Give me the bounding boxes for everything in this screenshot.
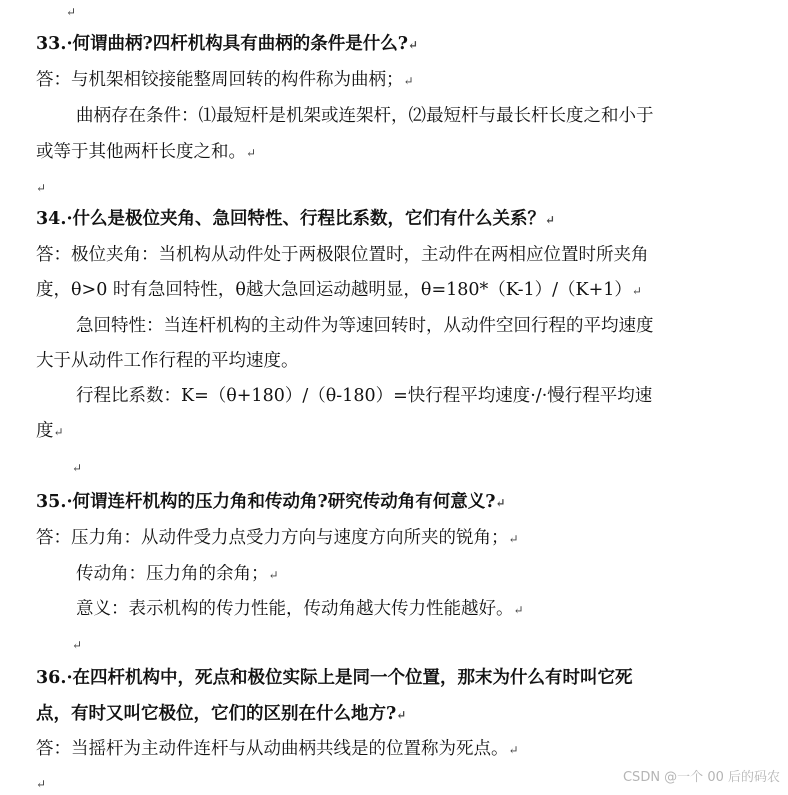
paragraph-mark-icon: ↵: [403, 74, 414, 88]
answer-line: 大于从动件工作行程的平均速度。: [36, 351, 299, 371]
answer-line: 曲柄存在条件：⑴最短杆是机架或连架杆，⑵最短杆与最长杆长度之和小于: [76, 106, 654, 126]
paragraph-mark-icon: ↵: [72, 638, 83, 652]
answer-line: 或等于其他两杆长度之和。↵: [36, 142, 257, 162]
answer-line: 行程比系数：K=（θ+180）/（θ-180）=快行程平均速度·/·慢行程平均速: [76, 386, 653, 406]
paragraph-mark-icon: ↵: [66, 5, 77, 19]
paragraph-mark-icon: ↵: [495, 496, 506, 510]
csdn-watermark: CSDN @一个 00 后的码农: [622, 770, 780, 785]
answer-line: 度↵: [36, 421, 64, 441]
question-34: 34.·什么是极位夹角、急回特性、行程比系数，它们有什么关系？↵: [36, 209, 556, 229]
paragraph-mark-icon: ↵: [545, 213, 556, 227]
paragraph-mark-icon: ↵: [53, 425, 64, 439]
answer-line: 答：当摇杆为主动件连杆与从动曲柄共线是的位置称为死点。↵: [36, 739, 519, 759]
answer-line: 度，θ>0 时有急回特性，θ越大急回运动越明显，θ=180*（K-1）/（K+1）↵: [36, 280, 642, 300]
paragraph-mark-icon: ↵: [631, 284, 642, 298]
paragraph-mark-icon: ↵: [36, 777, 47, 791]
blank-line: [66, 0, 76, 23]
answer-line: 答：极位夹角：当机构从动件处于两极限位置时，主动件在两相应位置时所夹角: [36, 245, 649, 265]
paragraph-mark-icon: ↵: [36, 181, 47, 195]
paragraph-mark-icon: ↵: [513, 603, 524, 617]
paragraph-mark-icon: ↵: [396, 708, 407, 722]
answer-line: 意义：表示机构的传力性能，传动角越大传力性能越好。↵: [76, 599, 524, 619]
question-36-continued: 点，有时又叫它极位，它们的区别在什么地方?↵: [36, 704, 407, 724]
blank-line: [72, 456, 82, 479]
question-36: 36.·在四杆机构中，死点和极位实际上是同一个位置，那末为什么有时叫它死: [36, 668, 633, 688]
paragraph-mark-icon: ↵: [508, 743, 519, 757]
answer-line: 传动角：压力角的余角；↵: [76, 564, 279, 584]
paragraph-mark-icon: ↵: [72, 461, 83, 475]
answer-line: 答：压力角：从动件受力点受力方向与速度方向所夹的锐角；↵: [36, 528, 519, 548]
answer-line: 急回特性：当连杆机构的主动件为等速回转时，从动件空回行程的平均速度: [76, 316, 654, 336]
paragraph-mark-icon: ↵: [246, 146, 257, 160]
blank-line: [36, 176, 46, 199]
paragraph-mark-icon: ↵: [508, 532, 519, 546]
blank-line: [72, 633, 82, 656]
question-35: 35.·何谓连杆机构的压力角和传动角?研究传动角有何意义?↵: [36, 492, 506, 512]
paragraph-mark-icon: ↵: [408, 38, 419, 52]
question-33: 33.·何谓曲柄?四杆机构具有曲柄的条件是什么?↵: [36, 34, 419, 54]
blank-line: [36, 772, 46, 795]
answer-line: 答：与机架相铰接能整周回转的构件称为曲柄；↵: [36, 70, 414, 90]
paragraph-mark-icon: ↵: [268, 568, 279, 582]
